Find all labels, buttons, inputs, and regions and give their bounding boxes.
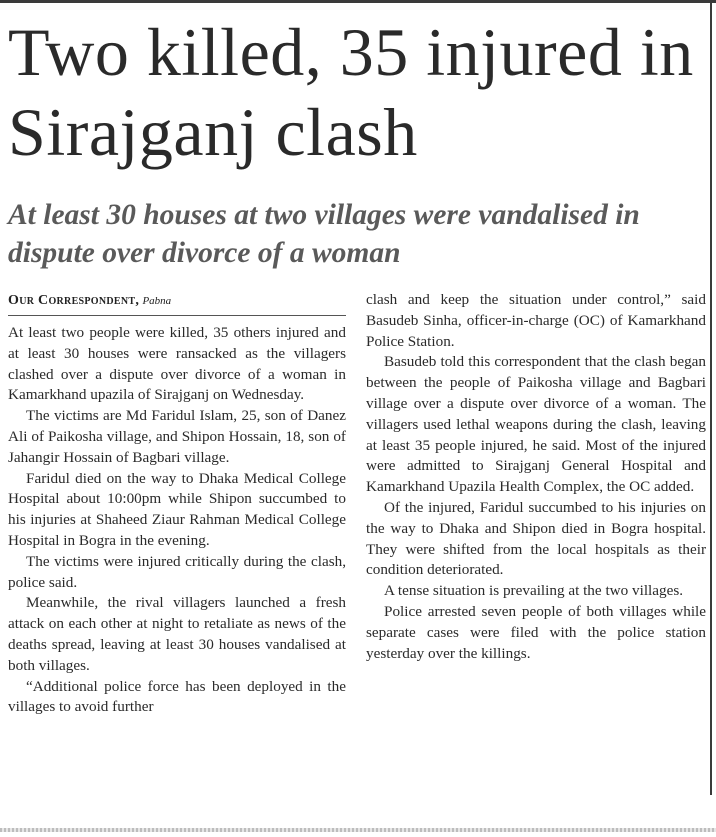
paragraph: Basudeb told this correspondent that the clash began between the people of Paikosha village and Bagbari village over a dispute over divorce of a woman. The villagers used lethal weapons during the clash, leaving at least 35 people injured, he said. Most of the injured were admitted to Sirajganj General Hospital and Kamarkhand Upazila Health Complex, the OC added. [366,353,706,496]
byline-rule [8,315,346,316]
article-column-right [366,290,706,664]
bottom-rule [0,828,716,832]
paragraph: At least two people were killed, 35 others injured and at least 30 houses were ransacked as the villagers clashed over a dispute over divorce of a woman in Kamarkhand upazila of Sirajganj on Wednesday. [8,324,346,404]
article-column-left [8,323,346,718]
paragraph: A tense situation is prevailing at the two villages. [384,582,684,600]
paragraph: The victims were injured critically during the clash, police said. [8,552,346,591]
byline [8,291,171,310]
paragraph: clash and keep the situation under control,” said Basudeb Sinha, officer-in-charge (OC) of Kamarkhand Police Station. [366,291,706,350]
right-border-rule [710,0,712,795]
paragraph: Police arrested seven people of both villages while separate cases were filed with the police station yesterday over the killings. [366,602,706,662]
byline-place: Pabna [142,295,172,307]
paragraph: Faridul died on the way to Dhaka Medical College Hospital about 10:00pm while Shipon succumbed to his injuries at Shaheed Ziaur Rahman Medical College Hospital in Bogra in the evening. [8,469,346,549]
subheadline: At least 30 houses at two villages were vandalised in dispute over divorce of a woman [8,199,640,269]
top-rule [0,0,716,3]
paragraph: Meanwhile, the rival villagers launched a fresh attack on each other at night to retaliate as news of the deaths spread, leaving at least 30 houses vandalised at both villages. [8,594,346,674]
headline: Two killed, 35 injured in Sirajganj clash [8,14,694,170]
paragraph: “Additional police force has been deployed in the villages to avoid further [8,677,346,716]
paragraph: Of the injured, Faridul succumbed to his injuries on the way to Dhaka and Shipon died in Bogra hospital. They were shifted from the local hospitals as their condition deteriorated. [366,498,706,579]
byline-name: Our Correspondent, [8,293,140,308]
paragraph: The victims are Md Faridul Islam, 25, son of Danez Ali of Paikosha village, and Shipon Hossain, 18, son of Jahangir Hossain of Bagbari village. [8,407,346,466]
